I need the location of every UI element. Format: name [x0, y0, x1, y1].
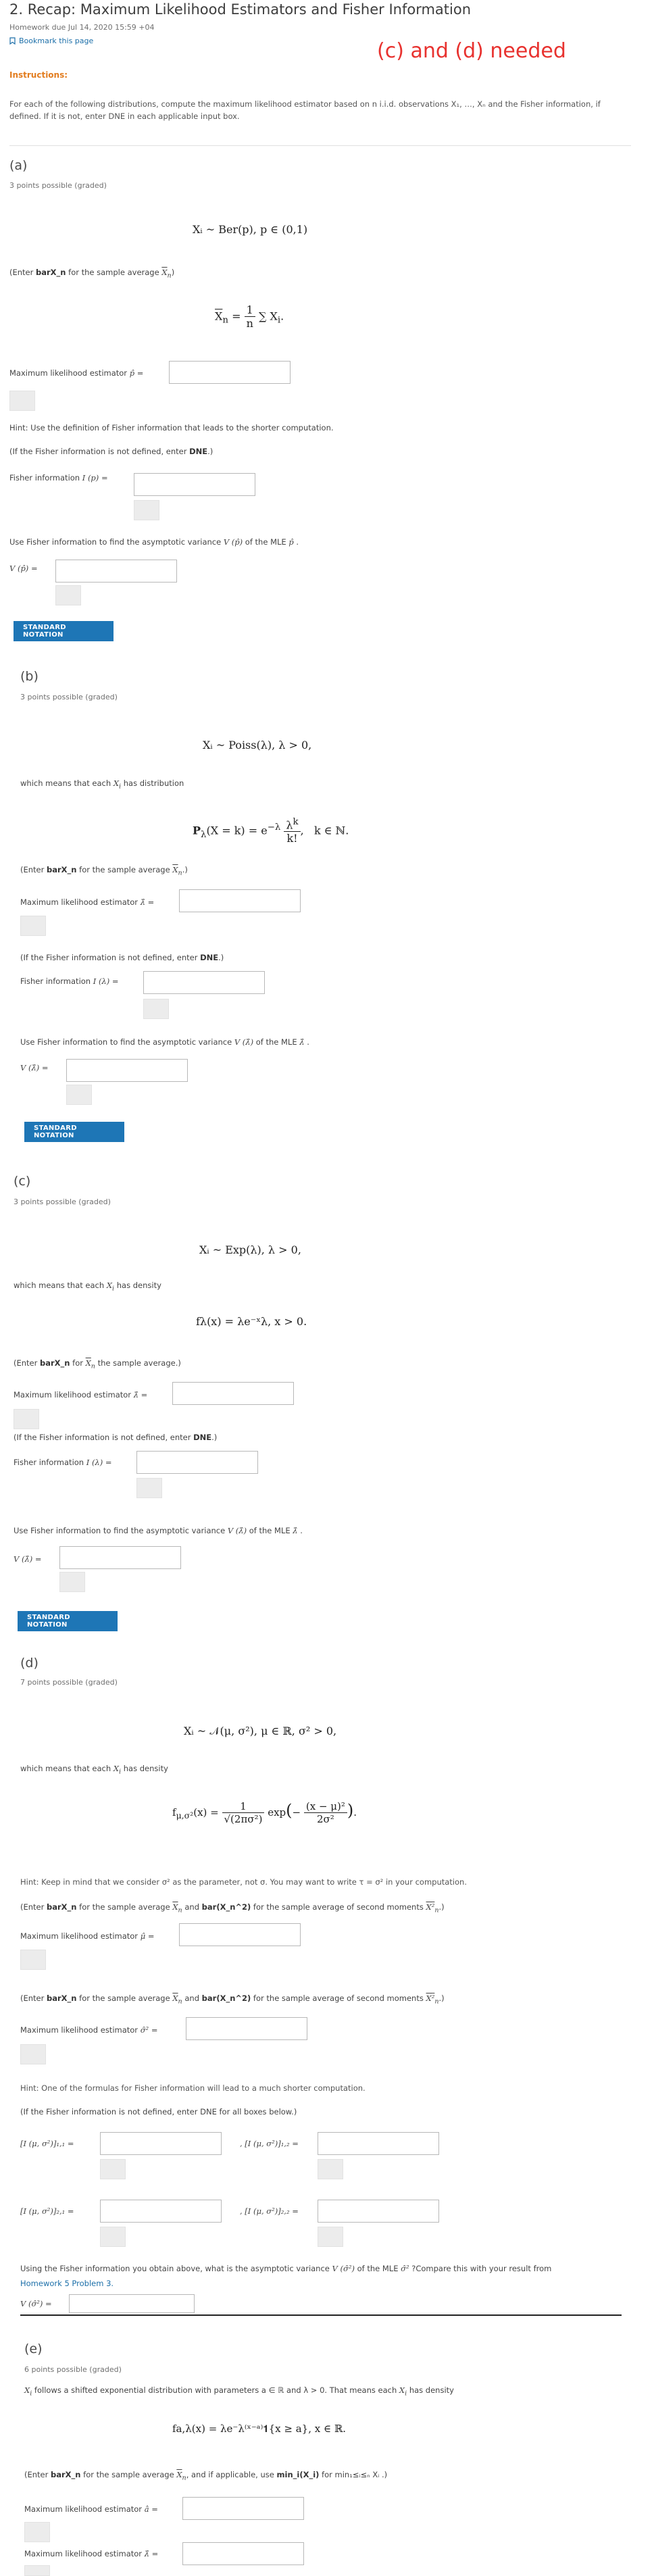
instructions-text: For each of the following distributions, compute the maximum likelihood estimator based on n i.i.d. observations X₁, …, Xₙ and the Fisher information, if defined. If it is not, enter DNE in each applicable input box.	[9, 99, 601, 121]
section-a-letter: (a)	[9, 158, 28, 173]
fisher-lambda-b-label: Fisher information I (λ) =	[20, 976, 119, 986]
mle-sigma-preview	[20, 2044, 46, 2064]
var-sigma-label: V (σ̂²) =	[20, 2299, 52, 2308]
section-a-model: Xᵢ ~ Ber(p), p ∈ (0,1)	[193, 223, 308, 236]
mle-lambda-c-preview	[14, 1409, 39, 1429]
var-p-label: V (p̂) =	[9, 564, 38, 573]
section-d-points: 7 points possible (graded)	[20, 1678, 118, 1687]
var-lambda-b-preview	[66, 1085, 92, 1105]
homework-link[interactable]: Homework 5 Problem 3.	[20, 2279, 114, 2288]
annotation-note: (c) and (d) needed	[377, 39, 566, 63]
fisher-p-label: Fisher information I (p) =	[9, 473, 108, 482]
bookmark-label: Bookmark this page	[19, 36, 94, 45]
mle-lambda-c-label: Maximum likelihood estimator λ̂ =	[14, 1390, 148, 1400]
section-d-enter-note-1: (Enter barX_n for the sample average $\overline{X}_n$ and bar(X_n^2) for the sample average of second moments $X^2_n$.)	[20, 1902, 445, 1914]
section-d-which: which means that each $X_i$ has density	[20, 1764, 168, 1776]
sample-average-formula: $\overline{X}_n$ = $\frac{1}{n}$ ∑ $X_i$.	[215, 303, 284, 330]
mle-p-preview	[9, 391, 35, 411]
asym-note-c: Use Fisher information to find the asymptotic variance V (λ̂) of the MLE λ̂ .	[14, 1526, 303, 1535]
section-e-points: 6 points possible (graded)	[24, 2365, 122, 2374]
mle-a-input[interactable]	[182, 2497, 304, 2520]
dne-note-c: (If the Fisher information is not defined, enter DNE.)	[14, 1433, 218, 1442]
var-p-preview	[55, 585, 81, 605]
var-lambda-c-input[interactable]	[59, 1546, 181, 1569]
asym-note-d: Using the Fisher information you obtain above, what is the asymptotic variance V (σ̂²) of the MLE σ̂² ?Compare this with your result from	[20, 2264, 552, 2273]
fisher-21-label: [I (μ, σ²)]₂,₁ =	[20, 2206, 74, 2216]
mle-sigma-input[interactable]	[186, 2017, 307, 2040]
dne-note-b: (If the Fisher information is not defined, enter DNE.)	[20, 953, 224, 962]
due-date: Homework due Jul 14, 2020 15:59 +04	[9, 23, 155, 32]
fisher-12-label: , [I (μ, σ²)]₁,₂ =	[240, 2139, 299, 2148]
mle-mu-preview	[20, 1950, 46, 1970]
section-divider-d	[20, 2314, 622, 2316]
fisher-11-label: [I (μ, σ²)]₁,₁ =	[20, 2139, 74, 2148]
section-e-letter: (e)	[24, 2342, 43, 2356]
mle-p-input[interactable]	[169, 361, 291, 384]
section-b-which: which means that each $X_i$ has distribution	[20, 778, 184, 791]
fisher-11-preview	[100, 2159, 126, 2179]
mle-lambda-e-input[interactable]	[182, 2542, 304, 2565]
fisher-12-input[interactable]	[318, 2132, 439, 2155]
section-d-enter-note-2: (Enter barX_n for the sample average $\overline{X}_n$ and bar(X_n^2) for the sample average of second moments $X^2_n$.)	[20, 1993, 445, 2006]
mle-a-preview	[24, 2522, 50, 2542]
mle-lambda-e-label: Maximum likelihood estimator λ̂ =	[24, 2549, 159, 2558]
section-b-model: Xᵢ ~ Poiss(λ), λ > 0,	[203, 739, 312, 751]
section-c-letter: (c)	[14, 1174, 31, 1189]
dne-note-a: (If the Fisher information is not defined, enter DNE.)	[9, 447, 213, 456]
mle-lambda-b-label: Maximum likelihood estimator λ̂ =	[20, 897, 155, 907]
mle-lambda-c-input[interactable]	[172, 1382, 294, 1405]
var-lambda-b-input[interactable]	[66, 1059, 188, 1082]
instructions-heading: Instructions:	[9, 70, 68, 80]
section-b-points: 3 points possible (graded)	[20, 693, 118, 701]
fisher-21-input[interactable]	[100, 2200, 222, 2223]
standard-notation-button-b[interactable]: STANDARD NOTATION	[24, 1122, 124, 1142]
bookmark-link[interactable]	[9, 36, 93, 45]
standard-notation-button-c[interactable]: STANDARD NOTATION	[18, 1611, 118, 1631]
fisher-21-preview	[100, 2227, 126, 2247]
mle-lambda-e-preview	[24, 2565, 50, 2576]
poisson-pmf: $P_\lambda(X = k) = e^{-\lambda}$ $\frac{\lambda^k}{k!}$ , k ∈ ℕ.	[193, 817, 349, 845]
section-a-points: 3 points possible (graded)	[9, 181, 107, 190]
shifted-exp-pdf: fa,λ(x) = λe⁻λ⁽ˣ⁻ᵃ⁾𝟏{x ≥ a}, x ∈ ℝ.	[172, 2423, 347, 2435]
mle-sigma-label: Maximum likelihood estimator σ̂² =	[20, 2025, 158, 2035]
section-c-which: which means that each $X_i$ has density	[14, 1281, 161, 1293]
fisher-p-input[interactable]	[134, 473, 255, 496]
section-e-desc: $X_i$ follows a shifted exponential distribution with parameters a ∈ ℝ and λ > 0. That means each $X_i$ has density	[24, 2385, 454, 2398]
var-lambda-b-label: V (λ̂) =	[20, 1063, 49, 1072]
section-d-model: Xᵢ ~ 𝒩(μ, σ²), μ ∈ ℝ, σ² > 0,	[184, 1725, 337, 1737]
mle-lambda-b-preview	[20, 916, 46, 936]
hint-tau: Hint: Keep in mind that we consider σ² as the parameter, not σ. You may want to write τ = σ² in your computation.	[20, 1877, 467, 1887]
fisher-lambda-b-input[interactable]	[143, 971, 265, 994]
fisher-lambda-b-preview	[143, 999, 169, 1019]
fisher-22-label: , [I (μ, σ²)]₂,₂ =	[240, 2206, 299, 2216]
mle-mu-label: Maximum likelihood estimator μ̂ =	[20, 1931, 155, 1941]
asym-note-a: Use Fisher information to find the asymptotic variance V (p̂) of the MLE p̂ .	[9, 537, 299, 547]
section-c-model: Xᵢ ~ Exp(λ), λ > 0,	[199, 1243, 301, 1256]
normal-pdf: $f_{\mu,\sigma^2}(x)$ = $\frac{1}{\text{√(2πσ²)}}$ exp(− $\frac{\text{(x − μ)²}}{\text{2σ²}}$ ).	[172, 1800, 357, 1825]
asym-note-b: Use Fisher information to find the asymptotic variance V (λ̂) of the MLE λ̂ .	[20, 1037, 309, 1047]
var-sigma-input[interactable]	[69, 2294, 195, 2313]
dne-boxes-note: (If the Fisher information is not defined, enter DNE for all boxes below.)	[20, 2107, 297, 2116]
fisher-lambda-c-label: Fisher information I (λ) =	[14, 1458, 112, 1467]
fisher-p-preview	[134, 500, 159, 520]
hint-formula: Hint: One of the formulas for Fisher information will lead to a much shorter computation.	[20, 2083, 366, 2093]
fisher-11-input[interactable]	[100, 2132, 222, 2155]
section-b-enter-note: (Enter barX_n for the sample average $\overline{X}_n$.)	[20, 865, 188, 877]
standard-notation-button-a[interactable]: STANDARD NOTATION	[14, 621, 114, 641]
divider	[9, 145, 631, 146]
bookmark-icon	[9, 37, 16, 45]
fisher-lambda-c-input[interactable]	[136, 1451, 258, 1474]
section-b-letter: (b)	[20, 669, 39, 684]
fisher-12-preview	[318, 2159, 343, 2179]
mle-mu-input[interactable]	[179, 1923, 301, 1946]
var-p-input[interactable]	[55, 560, 177, 583]
var-lambda-c-label: V (λ̂) =	[14, 1554, 42, 1564]
fisher-hint-a: Hint: Use the definition of Fisher information that leads to the shorter computation.	[9, 423, 334, 432]
fisher-lambda-c-preview	[136, 1478, 162, 1498]
fisher-22-preview	[318, 2227, 343, 2247]
mle-p-label: Maximum likelihood estimator p̂ =	[9, 368, 144, 378]
mle-a-label: Maximum likelihood estimator â =	[24, 2504, 158, 2514]
mle-lambda-b-input[interactable]	[179, 889, 301, 912]
var-lambda-c-preview	[59, 1572, 85, 1592]
page-title: 2. Recap: Maximum Likelihood Estimators and Fisher Information	[9, 1, 472, 18]
section-d-letter: (d)	[20, 1656, 39, 1670]
fisher-22-input[interactable]	[318, 2200, 439, 2223]
section-c-points: 3 points possible (graded)	[14, 1197, 111, 1206]
section-a-enter-note: (Enter barX_n for the sample average $\overline{X}_n$)	[9, 268, 175, 280]
section-c-enter-note: (Enter barX_n for $\overline{X}_n$ the sample average.)	[14, 1358, 181, 1370]
exp-pdf: fλ(x) = λe⁻ˣλ, x > 0.	[196, 1315, 307, 1328]
section-e-enter-note: (Enter barX_n for the sample average $\overline{X}_n$, and if applicable, use min_i(X_i) for min₁≤ᵢ≤ₙ Xᵢ .)	[24, 2470, 388, 2482]
